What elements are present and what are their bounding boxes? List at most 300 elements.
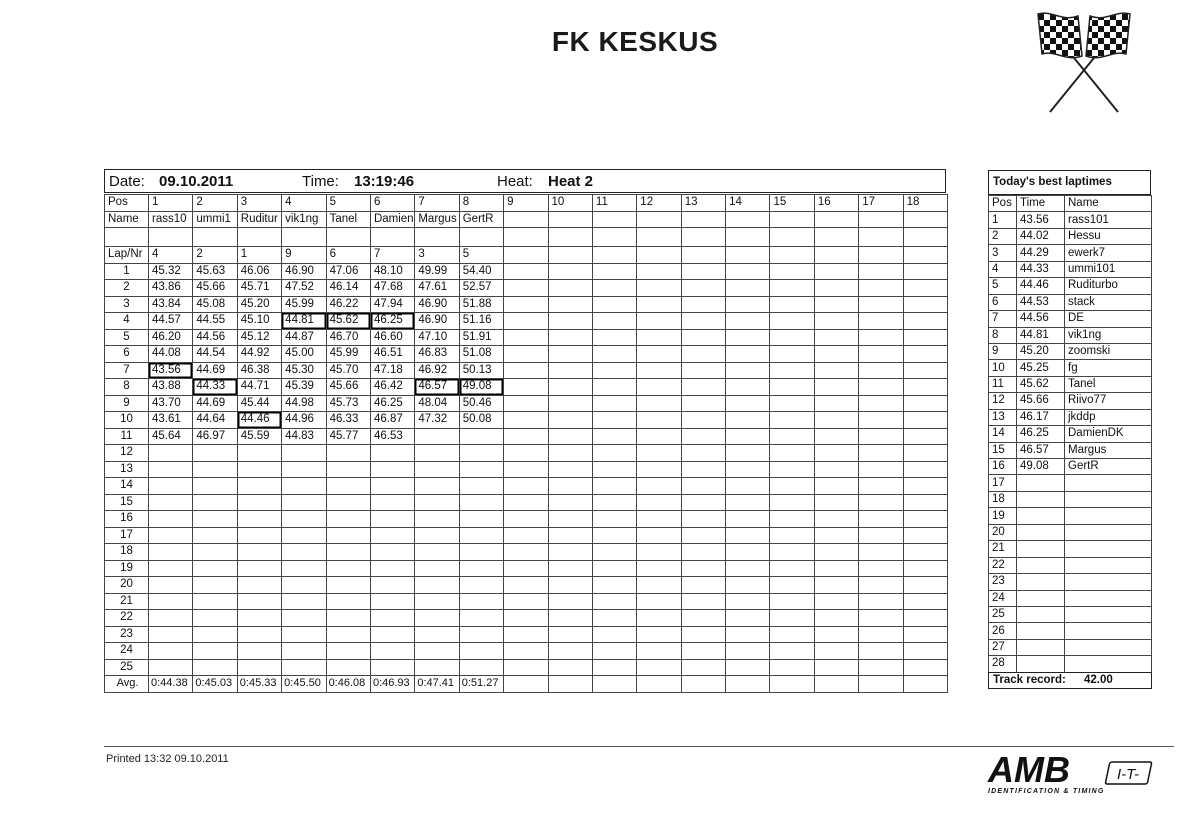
table-cell: 7 <box>989 311 1017 327</box>
list-item <box>989 590 1152 606</box>
table-row <box>105 379 948 396</box>
lap-time-cell <box>149 577 193 594</box>
lap-time-cell: 47.10 <box>415 329 459 346</box>
lap-time-cell <box>726 560 770 577</box>
lap-time-cell: 46.06 <box>237 263 281 280</box>
table-cell: 0:45.33 <box>237 676 281 693</box>
lap-time-cell <box>726 577 770 594</box>
lap-time-cell <box>726 280 770 297</box>
lap-time-cell <box>370 560 414 577</box>
lap-time-cell <box>548 626 592 643</box>
list-item <box>989 557 1152 573</box>
lap-time-cell: 45.77 <box>326 428 370 445</box>
col-name: Name <box>1065 196 1152 212</box>
lap-time-cell <box>459 593 503 610</box>
lap-time-cell: 50.08 <box>459 412 503 429</box>
lap-time-cell <box>592 577 636 594</box>
list-item <box>989 574 1152 590</box>
table-cell: 9 <box>989 343 1017 359</box>
lap-time-cell <box>681 280 725 297</box>
table-cell <box>1065 639 1152 655</box>
lap-number: 4 <box>105 313 149 330</box>
lap-time-cell <box>504 527 548 544</box>
lap-time-cell <box>504 494 548 511</box>
table-row <box>105 296 948 313</box>
table-cell: 4 <box>282 195 326 212</box>
lap-time-cell <box>903 280 947 297</box>
lap-time-cell <box>726 412 770 429</box>
lap-time-cell: 44.08 <box>149 346 193 363</box>
lap-time-cell: 47.61 <box>415 280 459 297</box>
table-cell <box>1065 656 1152 672</box>
lap-time-cell: 46.20 <box>149 329 193 346</box>
lap-time-cell <box>326 659 370 676</box>
lap-time-cell <box>326 511 370 528</box>
lap-time-cell <box>282 445 326 462</box>
lap-times-table <box>104 194 948 693</box>
lap-time-cell <box>193 659 237 676</box>
lap-time-cell <box>504 395 548 412</box>
lap-time-cell: 43.86 <box>149 280 193 297</box>
table-row <box>105 577 948 594</box>
lap-time-cell <box>282 461 326 478</box>
track-record-value: 42.00 <box>1084 674 1113 686</box>
lap-time-cell <box>859 494 903 511</box>
table-cell: 5 <box>326 195 370 212</box>
table-cell: 9 <box>282 247 326 264</box>
lap-time-cell <box>859 362 903 379</box>
table-cell: 15 <box>770 195 814 212</box>
lap-time-cell <box>681 428 725 445</box>
lap-time-cell: 46.70 <box>326 329 370 346</box>
lap-time-cell <box>859 527 903 544</box>
lap-time-cell <box>770 560 814 577</box>
date-label: Date: <box>109 173 145 190</box>
table-cell <box>1065 524 1152 540</box>
lap-time-cell: 45.64 <box>149 428 193 445</box>
lap-time-cell <box>770 527 814 544</box>
lap-time-cell <box>504 593 548 610</box>
table-cell: rass10 <box>149 211 193 228</box>
lap-time-cell <box>814 461 858 478</box>
lap-time-cell <box>548 659 592 676</box>
list-item <box>989 491 1152 507</box>
lap-time-cell <box>681 379 725 396</box>
table-cell <box>1065 557 1152 573</box>
lap-time-cell <box>681 593 725 610</box>
lap-time-cell: 52.57 <box>459 280 503 297</box>
table-cell <box>1017 524 1065 540</box>
lap-time-cell: 46.60 <box>370 329 414 346</box>
table-cell: 0:46.93 <box>370 676 414 693</box>
lap-time-cell <box>637 445 681 462</box>
lap-time-cell <box>681 313 725 330</box>
lap-time-cell <box>149 494 193 511</box>
lap-time-cell <box>859 280 903 297</box>
table-row <box>105 428 948 445</box>
table-cell <box>903 211 947 228</box>
lap-time-cell <box>237 461 281 478</box>
table-cell: Damien <box>370 211 414 228</box>
lap-time-cell <box>770 494 814 511</box>
lap-time-cell: 49.99 <box>415 263 459 280</box>
lap-time-cell: 46.42 <box>370 379 414 396</box>
lap-time-cell <box>770 313 814 330</box>
table-cell: 4 <box>149 247 193 264</box>
table-row <box>105 329 948 346</box>
lap-time-cell <box>903 379 947 396</box>
table-cell <box>726 211 770 228</box>
lap-time-cell <box>592 412 636 429</box>
table-row <box>105 544 948 561</box>
lap-time-cell <box>814 593 858 610</box>
lap-time-cell <box>548 280 592 297</box>
lap-time-cell <box>548 544 592 561</box>
lap-time-cell <box>814 395 858 412</box>
table-cell: stack <box>1065 294 1152 310</box>
table-cell <box>592 676 636 693</box>
lap-time-cell <box>548 346 592 363</box>
lap-time-cell <box>814 263 858 280</box>
lap-time-cell: 47.68 <box>370 280 414 297</box>
lap-time-cell: 44.57 <box>149 313 193 330</box>
list-item <box>989 426 1152 442</box>
table-cell <box>637 211 681 228</box>
lap-time-cell <box>681 643 725 660</box>
lap-time-cell <box>415 527 459 544</box>
lap-number: 6 <box>105 346 149 363</box>
lap-time-cell <box>370 577 414 594</box>
table-cell <box>1065 491 1152 507</box>
lap-time-cell: 47.52 <box>282 280 326 297</box>
lap-time-cell <box>326 544 370 561</box>
lap-time-cell <box>681 412 725 429</box>
lap-time-cell <box>504 445 548 462</box>
list-item <box>989 228 1152 244</box>
lap-time-cell <box>504 560 548 577</box>
table-cell <box>1017 541 1065 557</box>
table-cell: 19 <box>989 508 1017 524</box>
lap-time-cell <box>459 445 503 462</box>
lap-time-cell: 45.12 <box>237 329 281 346</box>
name-row-label: Name <box>105 211 149 228</box>
table-cell: 45.62 <box>1017 376 1065 392</box>
lap-time-cell <box>859 560 903 577</box>
lap-time-cell <box>859 428 903 445</box>
lap-time-cell <box>149 659 193 676</box>
table-cell: zoomski <box>1065 343 1152 359</box>
list-item <box>989 606 1152 622</box>
table-cell: 44.81 <box>1017 327 1065 343</box>
table-cell: 18 <box>903 195 947 212</box>
lap-time-cell <box>814 527 858 544</box>
lap-time-cell <box>726 263 770 280</box>
lap-time-cell <box>726 494 770 511</box>
lap-time-cell <box>726 610 770 627</box>
lap-number: 7 <box>105 362 149 379</box>
lap-time-cell <box>193 560 237 577</box>
lap-time-cell: 45.32 <box>149 263 193 280</box>
lap-time-cell <box>859 544 903 561</box>
lap-time-cell <box>681 626 725 643</box>
lap-time-cell <box>637 395 681 412</box>
lap-time-cell <box>681 329 725 346</box>
lap-time-cell <box>637 659 681 676</box>
lap-time-cell <box>504 511 548 528</box>
lap-time-cell <box>592 511 636 528</box>
pos-row <box>105 195 948 212</box>
lap-time-cell <box>415 544 459 561</box>
lap-time-cell <box>326 643 370 660</box>
table-cell <box>592 247 636 264</box>
lap-number: 24 <box>105 643 149 660</box>
lap-time-cell <box>681 346 725 363</box>
table-cell: DamienDK <box>1065 426 1152 442</box>
lap-time-cell <box>814 478 858 495</box>
lap-time-cell: 45.59 <box>237 428 281 445</box>
table-cell <box>504 676 548 693</box>
table-cell: 14 <box>989 426 1017 442</box>
table-cell: 0:45.03 <box>193 676 237 693</box>
lap-time-cell <box>903 478 947 495</box>
table-row <box>105 527 948 544</box>
lap-time-cell: 46.83 <box>415 346 459 363</box>
table-cell: 4 <box>989 261 1017 277</box>
lap-time-cell <box>193 478 237 495</box>
lap-time-cell <box>459 560 503 577</box>
lap-number: 5 <box>105 329 149 346</box>
lap-time-cell: 46.38 <box>237 362 281 379</box>
lap-time-cell <box>282 643 326 660</box>
lap-time-cell <box>859 263 903 280</box>
lap-time-cell <box>726 626 770 643</box>
table-cell: GertR <box>1065 459 1152 475</box>
lap-time-cell <box>193 643 237 660</box>
table-cell <box>504 247 548 264</box>
table-cell: 7 <box>415 195 459 212</box>
table-row <box>105 280 948 297</box>
table-cell: 25 <box>989 606 1017 622</box>
table-cell: 0:45.50 <box>282 676 326 693</box>
list-item <box>989 639 1152 655</box>
lap-time-cell <box>726 461 770 478</box>
lap-time-cell <box>592 544 636 561</box>
lap-time-cell <box>903 461 947 478</box>
lap-number: 14 <box>105 478 149 495</box>
table-cell <box>548 211 592 228</box>
lap-time-cell <box>415 494 459 511</box>
table-row <box>105 461 948 478</box>
table-cell <box>1017 590 1065 606</box>
lap-time-cell <box>681 362 725 379</box>
lap-time-cell <box>814 643 858 660</box>
lap-time-cell <box>770 511 814 528</box>
lap-time-cell <box>903 511 947 528</box>
lap-time-cell <box>592 494 636 511</box>
lap-time-cell <box>415 610 459 627</box>
lap-time-cell <box>415 478 459 495</box>
lap-time-cell <box>548 313 592 330</box>
col-pos: Pos <box>989 196 1017 212</box>
lap-time-cell <box>726 428 770 445</box>
table-cell <box>770 676 814 693</box>
lap-time-cell <box>770 478 814 495</box>
table-cell: 10 <box>548 195 592 212</box>
lap-time-cell: 45.71 <box>237 280 281 297</box>
lap-time-cell <box>770 280 814 297</box>
table-cell <box>1017 574 1065 590</box>
lap-time-cell <box>859 659 903 676</box>
lap-time-cell <box>637 610 681 627</box>
lap-time-cell <box>326 527 370 544</box>
table-cell <box>1065 541 1152 557</box>
table-cell <box>637 247 681 264</box>
lap-number: 17 <box>105 527 149 544</box>
best-laptimes-title: Today's best laptimes <box>988 170 1151 195</box>
lap-time-cell: 46.22 <box>326 296 370 313</box>
table-cell: 12 <box>637 195 681 212</box>
table-cell: 11 <box>592 195 636 212</box>
lap-time-cell <box>726 362 770 379</box>
lap-time-cell <box>681 560 725 577</box>
list-item <box>989 245 1152 261</box>
lap-time-cell <box>237 659 281 676</box>
lap-time-cell <box>459 511 503 528</box>
amb-logo <box>986 752 1166 796</box>
lap-time-cell: 47.18 <box>370 362 414 379</box>
table-cell <box>1017 491 1065 507</box>
lap-time-cell <box>814 544 858 561</box>
table-cell: 0:44.38 <box>149 676 193 693</box>
lap-time-cell <box>592 329 636 346</box>
table-cell: 27 <box>989 639 1017 655</box>
kart-number-row-label: Lap/Nr <box>105 247 149 264</box>
heat-value: Heat 2 <box>548 173 594 190</box>
table-cell <box>1017 606 1065 622</box>
list-item <box>989 508 1152 524</box>
lap-time-cell <box>592 478 636 495</box>
table-cell: 46.57 <box>1017 442 1065 458</box>
lap-time-cell <box>681 445 725 462</box>
lap-time-cell <box>903 544 947 561</box>
table-cell <box>681 247 725 264</box>
lap-time-cell <box>859 445 903 462</box>
table-cell <box>637 676 681 693</box>
lap-time-cell <box>770 544 814 561</box>
table-cell: 13 <box>989 409 1017 425</box>
list-item <box>989 261 1152 277</box>
table-cell: 44.33 <box>1017 261 1065 277</box>
lap-time-cell <box>504 296 548 313</box>
lap-time-cell <box>592 395 636 412</box>
lap-time-cell <box>814 362 858 379</box>
lap-time-cell: 45.99 <box>326 346 370 363</box>
table-cell: vik1ng <box>282 211 326 228</box>
lap-time-cell <box>282 478 326 495</box>
lap-time-cell <box>326 626 370 643</box>
lap-time-cell <box>326 445 370 462</box>
lap-time-cell: 44.33 <box>193 379 237 396</box>
lap-time-cell <box>193 544 237 561</box>
lap-time-cell <box>592 428 636 445</box>
table-row <box>105 610 948 627</box>
lap-time-cell <box>504 329 548 346</box>
lap-time-cell <box>637 280 681 297</box>
lap-time-cell: 45.30 <box>282 362 326 379</box>
lap-time-cell: 47.06 <box>326 263 370 280</box>
table-cell: 46.25 <box>1017 426 1065 442</box>
lap-time-cell <box>415 593 459 610</box>
lap-time-cell <box>681 544 725 561</box>
table-row <box>105 643 948 660</box>
table-cell: 44.29 <box>1017 245 1065 261</box>
lap-time-cell: 46.90 <box>415 313 459 330</box>
lap-time-cell: 46.51 <box>370 346 414 363</box>
list-item <box>989 393 1152 409</box>
lap-time-cell: 44.54 <box>193 346 237 363</box>
lap-time-cell: 46.25 <box>370 395 414 412</box>
table-cell: 3 <box>415 247 459 264</box>
lap-time-cell <box>770 412 814 429</box>
table-cell <box>592 211 636 228</box>
lap-time-cell <box>903 577 947 594</box>
lap-time-cell <box>726 478 770 495</box>
lap-time-cell <box>459 610 503 627</box>
table-cell: 2 <box>193 247 237 264</box>
heat-header <box>104 169 946 193</box>
lap-time-cell <box>149 527 193 544</box>
lap-time-cell <box>237 643 281 660</box>
lap-time-cell <box>814 296 858 313</box>
lap-time-cell <box>859 379 903 396</box>
list-item <box>989 656 1152 672</box>
lap-number: 12 <box>105 445 149 462</box>
table-cell: 5 <box>989 278 1017 294</box>
lap-time-cell <box>903 263 947 280</box>
lap-time-cell: 46.92 <box>415 362 459 379</box>
lap-time-cell: 46.87 <box>370 412 414 429</box>
lap-time-cell <box>459 527 503 544</box>
lap-time-cell: 45.62 <box>326 313 370 330</box>
table-cell: 16 <box>989 459 1017 475</box>
lap-time-cell: 44.92 <box>237 346 281 363</box>
lap-time-cell <box>903 626 947 643</box>
table-cell <box>1065 508 1152 524</box>
table-cell <box>1017 639 1065 655</box>
lap-time-cell <box>681 577 725 594</box>
lap-time-cell <box>237 511 281 528</box>
lap-time-cell: 46.53 <box>370 428 414 445</box>
lap-time-cell: 45.00 <box>282 346 326 363</box>
table-cell <box>1017 623 1065 639</box>
lap-time-cell <box>370 478 414 495</box>
lap-time-cell <box>459 494 503 511</box>
lap-time-cell: 50.46 <box>459 395 503 412</box>
lap-number: 18 <box>105 544 149 561</box>
list-item <box>989 376 1152 392</box>
lap-time-cell <box>149 445 193 462</box>
table-cell: 21 <box>989 541 1017 557</box>
lap-time-cell: 44.64 <box>193 412 237 429</box>
table-cell: 11 <box>989 376 1017 392</box>
lap-time-cell <box>814 626 858 643</box>
lap-time-cell <box>770 346 814 363</box>
lap-time-cell: 43.61 <box>149 412 193 429</box>
list-item <box>989 343 1152 359</box>
lap-time-cell <box>193 577 237 594</box>
checkered-flags-icon <box>1020 8 1150 118</box>
lap-time-cell: 45.66 <box>193 280 237 297</box>
